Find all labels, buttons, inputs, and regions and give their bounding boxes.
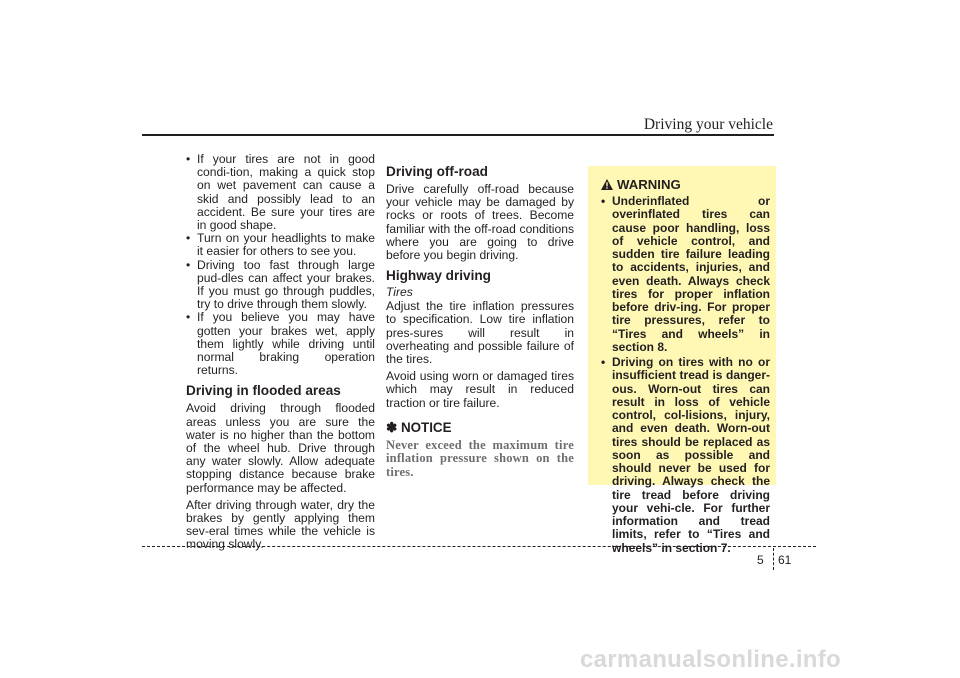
off-road-paragraph: Drive carefully off-road because your vehicle may be damaged by rocks or roots of trees. Become familiar with the off-road conditions where you are going to drive before you begin driving.: [386, 182, 574, 263]
footer-divider: [142, 546, 816, 547]
list-item: • Driving too fast through large pud-dles can affect your brakes. If you must go through puddles, try to drive through them slowly.: [186, 259, 375, 312]
tires-paragraph-2: Avoid using worn or damaged tires which may result in reduced traction or tire failure.: [386, 369, 574, 410]
chapter-number: 5: [757, 553, 764, 567]
off-road-heading: Driving off-road: [386, 164, 488, 179]
list-item: • Turn on your headlights to make it easier for others to see you.: [186, 232, 375, 258]
list-item: • If you believe you may have gotten your brakes wet, apply them lightly while driving until normal braking operation returns.: [186, 311, 375, 377]
warning-triangle-icon: [601, 179, 613, 190]
watermark: carmanualsonline.info: [580, 646, 842, 673]
tires-subheading: Tires: [386, 285, 413, 300]
list-item: • Underinflated or overinflated tires can cause poor handling, loss of vehicle control, and sudden tire failure leading to accidents, injuries, and even death. Always check tires for proper inflation before driv-ing. For proper tire pressures, refer to “Tires and wheels” in section 8.: [601, 195, 770, 354]
warning-box: [588, 166, 776, 555]
driving-tips-list: [186, 153, 375, 377]
notice-title: ✽ NOTICE: [386, 419, 452, 435]
warning-list: [601, 195, 770, 557]
middle-column: [386, 164, 574, 480]
warning-title: WARNING: [617, 177, 681, 192]
page-number-separator: [773, 548, 774, 570]
section-title: Driving your vehicle: [643, 116, 773, 133]
flooded-areas-heading: Driving in flooded areas: [186, 383, 341, 399]
flooded-areas-paragraph-2: After driving through water, dry the brakes by gently applying them sev-eral times while the vehicle is moving slowly.: [186, 497, 375, 552]
page-number: 61: [778, 553, 792, 567]
left-column: [186, 153, 375, 556]
tires-paragraph-1: Adjust the tire inflation pressures to specification. Low tire inflation pres-sures will result in overheating and possible failure of the tires.: [386, 299, 574, 367]
highway-driving-heading: Highway driving: [386, 268, 491, 284]
notice-body: Never exceed the maximum tire inflation pressure shown on the tires.: [386, 437, 574, 480]
list-item: • If your tires are not in good condi-tion, making a quick stop on wet pavement can cause a skid and possibly lead to an accident. Be sure your tires are in good shape.: [186, 153, 375, 232]
header-divider: [142, 134, 774, 136]
warning-heading: [601, 177, 681, 193]
flooded-areas-paragraph-1: Avoid driving through flooded areas unless you are sure the water is no higher than the bottom of the wheel hub. Drive through any water slowly. Allow adequate stopping distance because brake performance may be affected.: [186, 401, 375, 495]
list-item: • Driving on tires with no or insufficient tread is danger-ous. Worn-out tires can result in loss of vehicle control, col-lisions, injury, and even death. Worn-out tires should be replaced as soon as possible and should never be used for driving. Always check the tire tread before driving your vehi-cle. For further information and tread limits, refer to “Tires and wheels” in section 7.: [601, 356, 770, 555]
